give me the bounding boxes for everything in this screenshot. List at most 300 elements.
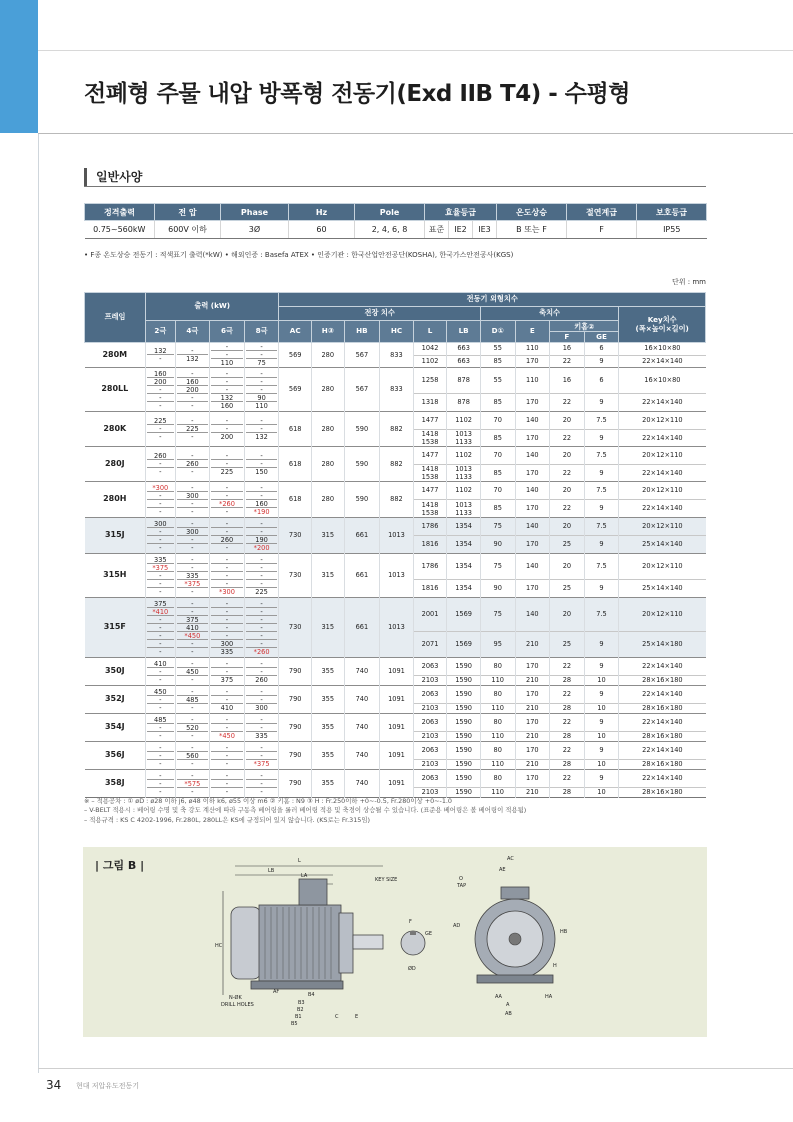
output-8p: [244, 447, 279, 482]
table-row: [85, 714, 706, 732]
key-header-title: Key치수: [647, 315, 677, 325]
d-cell: 75: [480, 518, 515, 536]
output-value: 200: [220, 433, 234, 441]
spec-header: 효율등급: [425, 204, 497, 221]
output-value: 160: [147, 370, 174, 378]
output-value: -: [211, 425, 243, 433]
output-6p: [210, 447, 245, 482]
output-2p: [146, 554, 176, 598]
output-value: 225: [255, 587, 268, 596]
l-cell: 2103: [413, 788, 447, 798]
output-4p: [175, 412, 210, 447]
output-value: 450: [177, 668, 209, 676]
keyway-header-title: 키홈②: [550, 321, 618, 332]
h-cell: 355: [311, 714, 344, 742]
output-value: -: [177, 394, 209, 402]
dim-label-ae: AE: [499, 867, 506, 873]
output-value: -: [246, 452, 278, 460]
frame-cell: 280J: [85, 447, 146, 482]
ge-cell: 9: [584, 500, 619, 518]
hc-cell: 1091: [380, 658, 414, 686]
f-cell: 20: [550, 412, 585, 430]
output-value: -: [260, 787, 263, 796]
key-cell: 20×12×110: [619, 518, 706, 536]
output-value: 200: [177, 386, 209, 394]
d-cell: 70: [480, 447, 515, 465]
output-6p: [210, 686, 245, 714]
spec-value: 60: [289, 221, 355, 239]
output-value: -: [191, 787, 194, 796]
col-ac-header: AC: [279, 321, 312, 343]
dim-label-ab: AB: [505, 1011, 512, 1017]
output-value: -: [159, 787, 162, 796]
hb-cell: 567: [344, 343, 380, 368]
key-cell: 22×14×140: [619, 686, 706, 704]
l-cell: 1477: [413, 412, 447, 430]
f-cell: 20: [550, 447, 585, 465]
hb-cell: 740: [344, 714, 380, 742]
frame-cell: 280LL: [85, 368, 146, 412]
d-cell: 70: [480, 482, 515, 500]
dim-label-ha: HA: [545, 994, 553, 1000]
d-cell: 85: [480, 465, 515, 482]
output-value: -: [147, 460, 174, 468]
spec-value: IE2: [449, 221, 473, 239]
output-value: -: [159, 401, 162, 410]
output-value: 225: [177, 425, 209, 433]
output-value: 260: [211, 536, 243, 544]
d-cell: 80: [480, 770, 515, 788]
output-value: -: [211, 386, 243, 394]
footer-rule: [38, 1068, 793, 1069]
output-value: -: [246, 696, 278, 704]
output-value: 450: [147, 688, 174, 696]
ac-cell: 790: [279, 770, 312, 798]
dim-label-hc: HC: [215, 943, 223, 949]
h-cell: 280: [311, 368, 344, 412]
d-cell: 80: [480, 686, 515, 704]
frame-cell: 354J: [85, 714, 146, 742]
output-value: -: [211, 608, 243, 616]
output-value: -: [159, 647, 162, 656]
e-cell: 170: [515, 770, 550, 788]
output-8p: [244, 686, 279, 714]
output-value: -: [147, 752, 174, 760]
e-cell: 140: [515, 447, 550, 465]
output-value: -: [211, 632, 243, 640]
output-4p: [175, 770, 210, 798]
dim-label-tap: TAP: [457, 883, 467, 889]
spec-value: 600V 이하: [155, 221, 221, 239]
l-cell: 1258: [413, 368, 447, 394]
output-value: -: [211, 696, 243, 704]
dim-label-od: ØD: [408, 966, 416, 972]
output-value: -: [246, 752, 278, 760]
output-value: -: [211, 556, 243, 564]
key-cell: 28×16×180: [619, 732, 706, 742]
dim-label-b3: B3: [298, 1000, 305, 1006]
output-value: -: [191, 507, 194, 516]
output-4p: [175, 714, 210, 742]
key-cell: 22×14×140: [619, 355, 706, 368]
key-cell: 22×14×140: [619, 714, 706, 732]
output-value: *375: [177, 580, 209, 588]
e-cell: 170: [515, 742, 550, 760]
e-cell: 170: [515, 686, 550, 704]
output-value: 485: [147, 716, 174, 724]
key-cell: 20×12×110: [619, 412, 706, 430]
output-value: -: [211, 564, 243, 572]
note-standard: – 적용규격 : KS C 4202-1996, Fr.280L, 280LL은 KS에 규정되어 있지 않습니다. (KS로는 Fr.315임): [84, 815, 371, 824]
ac-cell: 730: [279, 518, 312, 554]
h-cell: 355: [311, 658, 344, 686]
output-value: 300: [147, 520, 174, 528]
key-cell: 20×12×110: [619, 482, 706, 500]
lb-cell: 1590: [447, 686, 481, 704]
output-value: -: [211, 492, 243, 500]
d-cell: 110: [480, 732, 515, 742]
output-value: -: [246, 624, 278, 632]
output-value: -: [246, 343, 278, 351]
table-row: [85, 518, 706, 536]
d-cell: 55: [480, 343, 515, 356]
dim-label-f: F: [409, 919, 412, 925]
page-vertical-rule: [38, 133, 39, 1073]
output-value: -: [246, 564, 278, 572]
output-6p: [210, 658, 245, 686]
f-cell: 22: [550, 658, 585, 676]
shaft-end-view: [401, 931, 425, 955]
f-cell: 28: [550, 732, 585, 742]
output-value: -: [191, 703, 194, 712]
l-cell: 1786: [413, 518, 447, 536]
hc-cell: 1013: [380, 518, 414, 554]
key-cell: 22×14×140: [619, 742, 706, 760]
output-value: -: [211, 688, 243, 696]
output-value: -: [246, 378, 278, 386]
output-value: -: [147, 632, 174, 640]
output-2p: [146, 742, 176, 770]
ge-cell: 10: [584, 732, 619, 742]
general-spec-table: [84, 203, 707, 239]
e-cell: 210: [515, 760, 550, 770]
key-cell: 16×10×80: [619, 368, 706, 394]
output-value: *200: [253, 543, 270, 552]
l-cell: 1786: [413, 554, 447, 580]
output-value: 300: [177, 528, 209, 536]
dim-label-ad: AD: [453, 923, 461, 929]
output-value: -: [147, 772, 174, 780]
dim-label-h: H: [553, 963, 557, 969]
output-value: -: [191, 759, 194, 768]
output-value: -: [177, 772, 209, 780]
e-cell: 170: [515, 580, 550, 598]
output-value: -: [147, 616, 174, 624]
key-cell: 28×16×180: [619, 676, 706, 686]
hb-cell: 567: [344, 368, 380, 412]
output-value: -: [191, 647, 194, 656]
f-cell: 22: [550, 465, 585, 482]
key-cell: 20×12×110: [619, 598, 706, 632]
hb-cell: 661: [344, 554, 380, 598]
output-4p: [175, 598, 210, 658]
dim-label-o: O: [459, 876, 463, 882]
spec-note: • F종 온도상승 전동기 : 적색표기 출력(*kW) • 해외인증 : Basefa ATEX • 인증기관 : 한국산업안전공단(KOSHA), 한국가스안전공사(KGS): [84, 251, 514, 259]
output-value: *375: [147, 564, 174, 572]
dim-label-lb: LB: [268, 868, 275, 874]
output-value: -: [246, 528, 278, 536]
col-e-header: E: [515, 321, 550, 343]
output-value: 375: [147, 600, 174, 608]
output-2p: [146, 482, 176, 518]
ge-cell: 6: [584, 368, 619, 394]
output-6p: [210, 482, 245, 518]
output-value: -: [147, 425, 174, 433]
output-value: -: [246, 668, 278, 676]
key-cell: 22×14×140: [619, 394, 706, 412]
key-cell: 28×16×180: [619, 760, 706, 770]
spec-value: IE3: [473, 221, 497, 239]
e-cell: 170: [515, 430, 550, 447]
col-lb-header: LB: [447, 321, 481, 343]
output-value: -: [177, 347, 209, 355]
hc-cell: 1013: [380, 598, 414, 658]
dim-label-key-size: KEY SIZE: [375, 877, 398, 883]
f-cell: 20: [550, 482, 585, 500]
motor-side-view: [231, 879, 383, 989]
col-l-header: L: [413, 321, 447, 343]
output-value: -: [246, 556, 278, 564]
dim-label-b5: B5: [291, 1021, 298, 1027]
e-cell: 210: [515, 704, 550, 714]
output-value: -: [159, 507, 162, 516]
section-title: 일반사양: [84, 168, 142, 186]
output-value: -: [246, 608, 278, 616]
e-cell: 210: [515, 676, 550, 686]
output-value: 132: [186, 355, 199, 363]
output-value: -: [211, 716, 243, 724]
output-value: 410: [147, 660, 174, 668]
output-value: -: [159, 675, 162, 684]
ge-cell: 10: [584, 788, 619, 798]
output-6p: [210, 742, 245, 770]
hb-cell: 661: [344, 598, 380, 658]
f-cell: 22: [550, 500, 585, 518]
ge-cell: 9: [584, 770, 619, 788]
lb-cell: 1569: [447, 632, 481, 658]
output-value: -: [211, 528, 243, 536]
table-row: [85, 482, 706, 500]
dim-label-hb: HB: [560, 929, 568, 935]
spec-value: 표준: [425, 221, 449, 239]
output-value: -: [147, 640, 174, 648]
ac-cell: 618: [279, 412, 312, 447]
output-value: *300: [219, 587, 235, 596]
table-row: [85, 598, 706, 632]
output-value: -: [177, 564, 209, 572]
output-8p: [244, 554, 279, 598]
f-cell: 25: [550, 536, 585, 554]
e-cell: 170: [515, 500, 550, 518]
spec-header: Phase: [221, 204, 289, 221]
l-cell: 1418 1538: [413, 430, 447, 447]
col-h-header: H③: [311, 321, 344, 343]
lb-cell: 1590: [447, 658, 481, 676]
key-cell: 25×14×140: [619, 580, 706, 598]
output-2p: [146, 518, 176, 554]
frame-cell: 280K: [85, 412, 146, 447]
output-value: -: [177, 744, 209, 752]
output-value: *450: [219, 731, 235, 740]
output-value: -: [147, 724, 174, 732]
dim-label-a: A: [506, 1002, 510, 1008]
output-value: -: [211, 660, 243, 668]
dim-label-ge: GE: [425, 931, 433, 937]
d-cell: 85: [480, 500, 515, 518]
output-value: -: [246, 492, 278, 500]
output-value: -: [147, 386, 174, 394]
d-cell: 55: [480, 368, 515, 394]
f-cell: 16: [550, 343, 585, 356]
spec-header: 전 압: [155, 204, 221, 221]
ge-cell: 10: [584, 676, 619, 686]
body-dims-header: 전장 치수: [279, 307, 480, 321]
motor-drawing: [83, 847, 707, 1037]
output-value: -: [191, 401, 194, 410]
dim-label-l: L: [298, 858, 301, 864]
h-cell: 280: [311, 482, 344, 518]
l-cell: 2063: [413, 770, 447, 788]
f-cell: 22: [550, 430, 585, 447]
output-value: 335: [177, 572, 209, 580]
hb-cell: 661: [344, 518, 380, 554]
output-value: -: [147, 528, 174, 536]
output-value: -: [211, 572, 243, 580]
f-cell: 22: [550, 714, 585, 732]
output-value: 132: [211, 394, 243, 402]
note-vbelt: – V-BELT 적용시 : 베어링 수명 및 축 강도 계산에 따라 구동측 베어링을 롤러 베어링 적용 및 축경이 상승될 수 있습니다. (표준용 베어링은 볼 베어링이 적용됨): [84, 806, 527, 815]
e-cell: 140: [515, 598, 550, 632]
output-value: -: [177, 556, 209, 564]
l-cell: 2103: [413, 732, 447, 742]
hc-cell: 882: [380, 412, 414, 447]
output-value: -: [147, 780, 174, 788]
output-value: 260: [147, 452, 174, 460]
output-value: -: [147, 668, 174, 676]
h-cell: 280: [311, 412, 344, 447]
d-cell: 110: [480, 676, 515, 686]
output-value: -: [211, 460, 243, 468]
output-value: -: [147, 394, 174, 402]
table-row: [85, 686, 706, 704]
table-row: [85, 770, 706, 788]
lb-cell: 1590: [447, 676, 481, 686]
output-value: -: [191, 468, 194, 476]
output-value: -: [211, 724, 243, 732]
side-accent-bar: [0, 0, 38, 133]
table-row: [85, 658, 706, 676]
output-8p: [244, 742, 279, 770]
f-cell: 20: [550, 518, 585, 536]
lb-cell: 663: [447, 343, 481, 356]
output-6p: [210, 368, 245, 412]
output-value: -: [211, 752, 243, 760]
col-ge-header: GE: [596, 332, 607, 341]
key-cell: 22×14×140: [619, 465, 706, 482]
output-value: 132: [147, 347, 174, 355]
h-cell: 280: [311, 343, 344, 368]
output-value: -: [191, 433, 194, 441]
d-cell: 90: [480, 580, 515, 598]
output-value: -: [177, 660, 209, 668]
l-cell: 2063: [413, 742, 447, 760]
ac-cell: 790: [279, 686, 312, 714]
output-value: 90: [246, 394, 278, 402]
output-value: 410: [220, 703, 234, 712]
ge-cell: 9: [584, 632, 619, 658]
output-value: -: [246, 580, 278, 588]
output-value: -: [211, 744, 243, 752]
pole-6-header: 6극: [210, 321, 245, 343]
h-cell: 355: [311, 742, 344, 770]
output-2p: [146, 714, 176, 742]
dim-label-af-1: AF: [273, 989, 280, 995]
ge-cell: 7.5: [584, 598, 619, 632]
ge-cell: 7.5: [584, 554, 619, 580]
key-cell: 25×14×140: [619, 536, 706, 554]
e-cell: 170: [515, 714, 550, 732]
d-cell: 95: [480, 632, 515, 658]
l-cell: 1477: [413, 447, 447, 465]
lb-cell: 663: [447, 355, 481, 368]
output-value: -: [246, 425, 278, 433]
dim-label-la: LA: [301, 873, 308, 879]
hc-cell: 882: [380, 447, 414, 482]
pole-2-header: 2극: [146, 321, 176, 343]
output-value: 335: [255, 731, 268, 740]
output-4p: [175, 518, 210, 554]
output-value: -: [159, 433, 162, 441]
key-header: [619, 307, 706, 343]
l-cell: 2001: [413, 598, 447, 632]
d-cell: 75: [480, 554, 515, 580]
key-cell: 25×14×180: [619, 632, 706, 658]
spec-header: 정격출력: [85, 204, 155, 221]
output-value: 160: [177, 378, 209, 386]
d-cell: 90: [480, 536, 515, 554]
keyway-header: [550, 321, 619, 343]
e-cell: 170: [515, 355, 550, 368]
output-2p: [146, 447, 176, 482]
dim-label-b4: B4: [308, 992, 315, 998]
output-value: -: [246, 484, 278, 492]
output-value: 300: [177, 492, 209, 500]
l-cell: 2063: [413, 686, 447, 704]
output-value: 375: [220, 675, 234, 684]
f-cell: 22: [550, 686, 585, 704]
output-value: *375: [253, 759, 270, 768]
motor-front-view: [475, 887, 555, 983]
output-4p: [175, 368, 210, 412]
key-cell: 22×14×140: [619, 770, 706, 788]
shaft-dims-header: 축치수: [480, 307, 618, 321]
output-2p: [146, 658, 176, 686]
l-cell: 2103: [413, 704, 447, 714]
ac-cell: 569: [279, 368, 312, 412]
output-value: -: [159, 587, 162, 596]
dim-label-b1: B1: [295, 1014, 302, 1020]
lb-cell: 1590: [447, 770, 481, 788]
